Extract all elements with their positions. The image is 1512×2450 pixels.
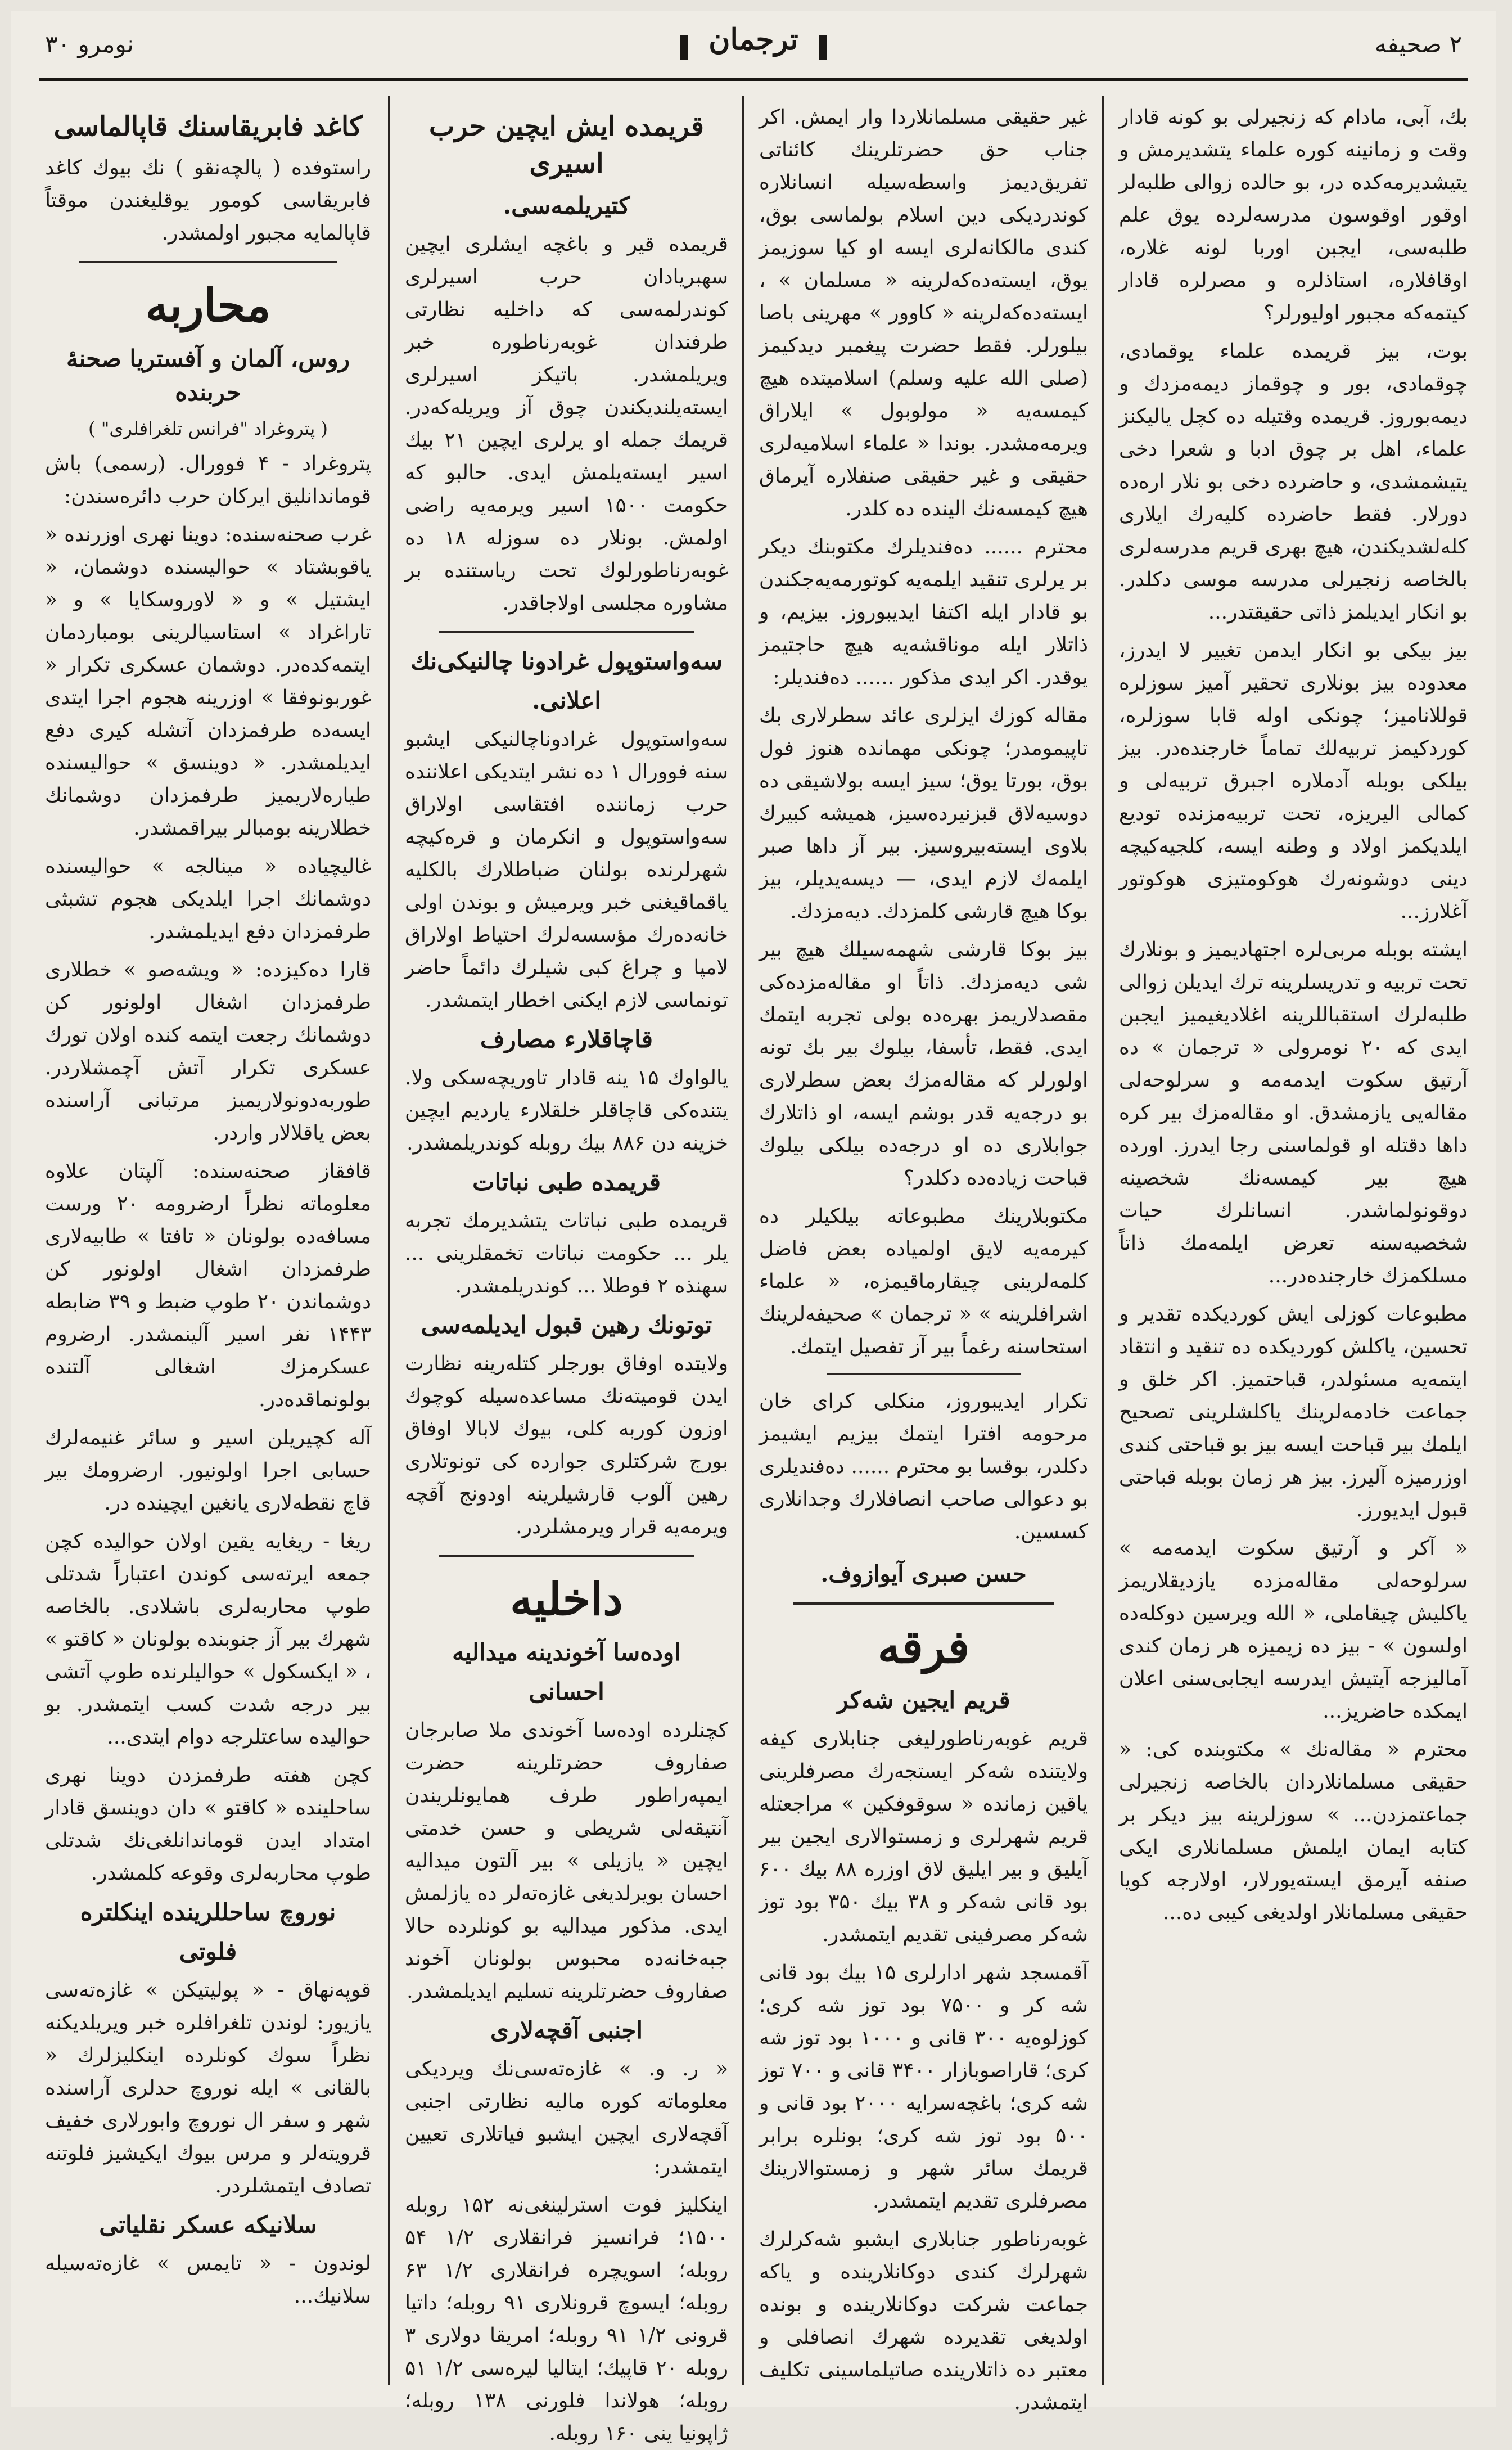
article-subtitle: ( پتروغراد "فرانس تلغرافلری" ) [88, 418, 328, 439]
paragraph: ایشته بوبله مربی‌لره اجتهادیمیز و بونلارك تحت تربیه و تدریسلرینه ترك ایدیلن زوالی طلبه‌لرك استقباللرینه اغلادیغیمیز ایجبن ایدی كه ۲۰ نومرولی « ترجمان » ده آرتیق سكوت ایدمه‌مه و سرلوحه‌لی مقاله‌یی یازمشدق. او مقاله‌مزك بیر كره داها دقتله او قولماسنی رجا ایدرز. اورده هیچ بیر كیمسه‌نك شخصینه دوقونولماشدر. انسانلرك حیات شخصیه‌سنه تعرض ایلمه‌مك ذاتاً مسلكمزك خارجنده‌در... [1119, 938, 1468, 1287]
article-title-cont: اعلانی. [531, 687, 602, 714]
paragraph: سه‌واستوپول غرادوناچالنیكی ایشبو سنه فوورال ۱ ده نشر ایتدیكی اعلاننده حرب زماننده افتقاسی اولاراق سه‌واستوپول و انكرمان و قره‌كیچه شهرلرنده بولنان ضباطلارك بالكلیه یاقماقیغنی خبر ویرمیش و بوندن اولی خانه‌ده‌رك مؤسسه‌لرك احتیاط اولاراق لامپا و چراغ كبی شیلرك دائماً حاضر تونماسی لازم ایكنی اخطار ایتمشدر. [405, 728, 728, 1012]
paragraph: مطبوعات كوزلی ایش كوردیكده تقدیر و تحسین، یاكلش كوردیكده ده تنقید و انتقاد ایتمه‌یه مسئولدر، قباحتمیز. اكر خلق و جماعت خادمه‌لرینك یاكلشلرینی تصحیح ایلمك بیر قباحت ایسه بیز بو قباحتی كندی اوزرمیزه آلیرز. بیز هر زمان بوبله قباحتی قبول ایدیورز. [1119, 1303, 1468, 1521]
paragraph: قارا ده‌كیزده: « ویشه‌صو » خطلاری طرفمزدان اشغال اولونور كن دوشمانك رجعت ایتمه كنده اولان تورك عسكری تكرار آتش آچمشلاردر. طوربه‌دونولاریمیز مرتبانی آراسنده بعض یاقلالار واردر. [45, 958, 371, 1145]
paragraph: یالواوك ۱۵ ینه قادار تاوریچه‌سكی ولا. یتنده‌كی قاچاقلر خلقلارء یاردیم ایچین خزینه دن ۸۸۶ بیك روبله كوندریلمشدر. [405, 1066, 729, 1155]
paragraph: « ر. و. » غازه‌ته‌سی‌نك ویردیكی معلوماته كوره مالیه نظارتی اجنبی آقچه‌لاری ایچین ایشبو فیاتلاری تعیین ایتمشدر: [405, 2057, 728, 2178]
paragraph: « آكر و آرتیق سكوت ایدمه‌مه » سرلوحه‌لی مقاله‌مزده یازدیقلاریمز یاكلیش چیقاملی، « الله ویرسین دوكله‌ده اولسون » - بیز ده زیمیزه هر زمان كندی آمالیزجه آیتیش ایدرسه ایجابی‌سنی اعلان ایمكده حاضریز... [1119, 1537, 1468, 1723]
paragraph: غیر حقیقی مسلمانلاردا وار ایمش. اكر جناب حق حضرتلرینك كائناتی تفریق‌دیمز واسطه‌سیله انسانلاره كوندردیكی دین اسلام بولماسی بوق، كندی مالكانه‌لری ایسه او كیا سوزیمز یوق، ایسته‌ده‌كه‌لرینه « مسلمان » ، ایسته‌ده‌كه‌لرینه « كاوور » مهرینی باصا بیلورلر. فقط حضرت پیغمبر دیدكیمز (صلی الله علیه وسلم) اسلامیتده هیچ كیمسه‌یه « مولوبول » ایلاراق ویرمه‌مشدر. بوندا « علماء اسلامیه‌لری حقیقی و غیر حقیقی صنفلاره آیرماق هیچ كیمسه‌نك الینده ده كلدر. [759, 106, 1088, 520]
divider [827, 1373, 1021, 1375]
article-title: سه‌واستوپول غرادونا چالنیكی‌نك [410, 647, 723, 675]
paragraph: تكرار ایدیبوروز، منكلی كرای خان مرحومه افترا ایتمك بیزیم ایشیمز دكلدر، بوقسا بو محترم ...... ده‌فندیلری بو دعوالی صاحب انصافلارك وجدانلاری كسسین. [759, 1390, 1088, 1543]
section-heading: محاربه [145, 279, 271, 332]
column-2 [748, 101, 1099, 2414]
divider [439, 631, 694, 633]
article-title: كاغد فابریقاسنك قاپالماسی [53, 111, 363, 142]
divider [793, 1602, 1054, 1605]
column-divider [1102, 96, 1104, 2385]
article-title: قاچاقلارء مصارف [480, 1025, 653, 1053]
paragraph: غالیچیاده « مینالجه » حوالیسنده دوشمانك اجرا ایلدیكی هجوم تشبثی طرفمزدان دفع ایدیلمشدر. [45, 855, 371, 943]
paragraph: ریغا - ریغایه یقین اولان حوالیده كچن جمعه ایرته‌سی كوندن اعتباراً شدتلی طوپ محاربه‌لری باشلادی. بالخاصه شهرك بیر آز جنوبنده بولونان « كاقتو » ، « ایكسكول » حوالیلرنده طوپ آتشی بیر درجه شدت كسب ایتمشدر. بو حوالیده ساعتلرجه دوام ایتدی... [45, 1530, 371, 1749]
paragraph: بك، آبی، مادام كه زنجیرلی بو كونه قادار وقت و زمانینه كوره علماء یتشدیرمش و یتیشدیرمه‌كده در، بو حالده زوالی طلبه‌لر اوقور اوقوسون مدرسه‌لرده یوق علم طلبه‌سی، ایجبن اوربا لونه غلاره، اوقافلاره، استاذلره و مصرلره قادار كیتمه‌كه مجبور اولیورلر؟ [1119, 106, 1468, 325]
section-heading: فرقه [877, 1620, 970, 1673]
article-title: نوروچ ساحللرینده اینكلتره [80, 1898, 336, 1926]
paragraph: كچن هفته طرفمزدن دوینا نهری ساحلینده « كاقتو » دان دوینسق قادار امتداد ایدن قوماندانلغی‌نك شدتلی طوپ محاربه‌لری وقوعه كلمشدر. [45, 1764, 371, 1885]
paragraph: قریم غوبه‌رناطورلیغی جنابلاری كیفه ولایتنده شه‌كر ایستجه‌رك مصرفلرینی یاقین زمانده « سوقوفكین » مراجعتله قریم شهرلری و زمستوالاری ایجین بیر آیلیق و بیر ایلیق لاق اوزره ۸۸ بیك ۶۰۰ بود قانی شه‌كر و ۳۸ بیك ۳۵۰ بود توز شه‌كر مصرفینی تقدیم ایتمشدر. [759, 1727, 1088, 1946]
article-title: سلانیكه عسكر نقلیاتی [99, 2211, 317, 2239]
masthead-title: ترجمان [708, 22, 798, 57]
paragraph: آقمسجد شهر ادارلری ۱۵ بیك بود قانی شه كر و ۷۵۰۰ بود توز شه كری؛ كوزلوه‌یه ۳۰۰ قانی و ۱۰۰۰ بود توز شه كری؛ قاراصوبازار ۳۴۰۰ قانی و ۷۰۰ توز شه كری؛ باغچه‌سرایه ۲۰۰۰ بود قانی و ۵۰۰ بود توز شه كری؛ بونلره برابر قریمك سائر شهر و زمستوالارینك مصرفلری تقدیم ایتمشدر. [759, 1961, 1089, 2213]
paragraph: كچنلرده اوده‌سا آخوندی ملا صابرجان صفاروف حضرتلرینه حضرت ایمپه‌راطور طرف همایونلریندن آنتیقه‌لی شریطی و حسن خدمتی ایچین « یازیلی » بیر آلتون میدالیه احسان بویرلدیغی غازه‌ته‌لر ده یازلمش ایدی. مذكور میدالیه‌ بو كونلرده حالا جبه‌خانه‌ده محبوس بولونان آخوند صفاروف حضرتلرینه تسلیم ایدیلمشدر. [405, 1719, 728, 2003]
column-4 [34, 101, 382, 2385]
article-title: قریمده طبی نباتات [472, 1168, 661, 1196]
paragraph: بیز بوكا قارشی شهمه‌سیلك هیچ بیر شی دیه‌مزدك. ذاتاً او مقاله‌مزده‌كی مقصدلاریمز بهره‌ده بولی تجربه ایتمك ایدی. فقط، تأسفا، بیلوك بیر بك تونه اولورلر كه مقاله‌مزك بعض سطرلاری بو درجه‌یه قدر بوشم ایسه، او ذاتلارك جوابلاری ده او درجه‌ده بیلكی بیلوك قباحت زیاده‌ده دكلدر؟ [759, 938, 1088, 1190]
newspaper-page [11, 11, 1496, 2445]
column-1 [1108, 101, 1479, 2385]
article-title: روس، آلمان و آفستریا صحنهٔ حربنده [66, 345, 350, 406]
article-title: اوده‌سا آخوندینه میدالیه [452, 1638, 681, 1666]
column-divider [388, 96, 390, 2385]
article-title-cont: احسانی [529, 1678, 604, 1705]
header-rule [39, 78, 1468, 81]
paragraph: پتروغراد - ۴ فوورال. (رسمی) باش قوماندانلیق ایركان حرب دائره‌سندن: [45, 452, 372, 508]
divider [439, 1555, 694, 1557]
divider [79, 261, 337, 263]
paragraph: مكتوبلارینك مطبوعاته بیلكیلر ده كیرمه‌یه لایق اولمیاده بعض فاضل كلمه‌لرینی چیقارماقیمزه، « علماء اشرافلرینه » « ترجمان » صحیفه‌لرینك استحاسنه رغماً بیر آز تفصیل ایتمك. [759, 1205, 1088, 1358]
paragraph: مقاله كوزك ایزلری عائد سطرلاری بك تاپیمومدر؛ چونكی مهمانده هنوز فول بوق، بورتا یوق؛ سیز ایسه بولاشیقی ده دوسیه‌لاق قبزنیرده‌سیز، همیشه كبیرك بلاوی ایسته‌بیروسیز. بیر آز داها صبر ایلمه‌ك لازم ایدی، — دیسه‌یدیلر، بیز بوكا هیچ قارشی كلمزدك. دیه‌مزدك. [759, 704, 1088, 923]
paragraph: غرب صحنه‌سنده: دوینا نهری اوزرنده « یاقوبشتاد » حوالیسنده دوشمان، « ایشتیل » و « لاوروسكایا » و « تاراغراد » استاسیالرینی بومباردمان ایتمه‌كده‌در. دوشمان عسكری تكرار « غوربونوفقا » اوزرینه هجوم اجرا ایتدی ایسه‌ده طرفمزدان آتشله كیری دفع ایدیلمشدر. « دوینسق » حوالیسنده طیاره‌لاریمیز طرفمزدان دوشمانك خطلارینه بومبالر بیراقمشدر. [45, 523, 371, 840]
paragraph: لوندون - « تایمس » غازه‌ته‌سیله سلانیك... [45, 2252, 371, 2308]
paragraph: قریمده قیر و باغچه ایشلری ایچین سهبریادان حرب اسیرلری كوندرلمه‌سی كه داخلیه نظارتی طرفندان غوبه‌رناطوره خبر ویریلمشدر. باتیكز اسیرلری ایسته‌یلندیكندن چوق آز ویریله‌كه‌در. قریمك جمله او یرلری ایچین ۲۱ بیك اسیر ایسته‌یلمش ایدی. حالبو كه حكومت ۱۵۰۰ اسیر ویرمه‌یه راضی اولمش. بونلار ده سوزله ۱۸ ده غوبه‌رناطورلوك تحت ریاستنده بر مشاوره مجلسی اولاجاقدر. [405, 233, 729, 615]
paragraph: اینكلیز فوت استرلینغی‌نه ۱۵۲ روبله ۱۵۰۰؛ فرانسیز فرانقلاری ۱/۲ ۵۴ روبله؛ اسویچره فرانقلاری ۱/۲ ۶۳ روبله؛ ایسوچ قرونلاری ۹۱ روبله؛ داتیا قرونی ۱/۲ ۹۱ روبله؛ امریقا دولاری ۳ روبله ۲۰ قاپیك؛ ایتالیا لیره‌سی ۱/۲ ۵۱ روبله؛ هولاندا فلورنی ۱۳۸ روبله؛ ژاپونیا ینی ۱۶۰ روبله. [405, 2194, 728, 2445]
paragraph: راستوفده ( پالچه‌نقو ) نك بیوك كاغد فابریقاسی كومور یوقلیغندن موقتاً قاپالمایه مجبور اولمشدر. [45, 156, 371, 245]
paragraph: بیز بیكی بو انكار ایدمن تغییر لا ایدرز، معدوده بیز بونلاری تحقیر آمیز سوزلره قوللانامیز؛ چونكی اوله قابا سوزلره، كوردكیمز تربیه‌لك تماماً خارجنده‌در. بیز بیلكی بوبله آدملاره اجبرق تربیه‌لی و كمالی الیریزه، تحت تربیه‌مزنده تودیع ایلدیكمز اولاد و وطنه ایسه، كلجیه‌كیچه دینی دوشونه‌رك هوكومتیزی هوكوتور آغلارز... [1119, 639, 1468, 923]
article-title: قریمده ایش ایچین حرب اسیری [429, 111, 704, 179]
page-header [45, 22, 1462, 73]
section-heading: داخلیه [510, 1573, 623, 1625]
article-title: قریم ایجین شه‌كر [837, 1686, 1010, 1714]
column-divider [742, 96, 744, 2385]
paragraph: آله كچیریلن اسیر و سائر غنیمه‌لرك حسابی اجرا اولونیور. ارضرومك بیر قاچ نقطه‌لاری یانغین ایچینده در. [45, 1426, 371, 1515]
paragraph: غوبه‌رناطور جنابلاری ایشبو شه‌كرلرك شهرلرك كندی دوكانلارینده و یاكه جماعت شركت دوكانلارینده و بونده اولدیغی تقدیرده شهرك انصافلی و معتبر ده ذاتلارینده صاتیلماسینی تكلیف ایتمشدر. [759, 2228, 1088, 2414]
paragraph: قافقاز صحنه‌سنده: آلپتان علاوه معلوماته نظراً ارضرومه ۲۰ ورست مسافه‌ده بولونان « تافتا » طابیه‌لاری طرفمزدان اشغال اولونور كن دوشماندن ۲۰ طوپ ضبط و ۳۹ ضابطه ۱۴۴۳ نفر اسیر آلینمشدر. ارضروم عسكرمزك اشغالی آلتنده بولونماقده‌در. [45, 1160, 371, 1411]
paragraph: ولایتده اوفاق بورجلر كتله‌رینه نظارت ایدن قومیته‌نك مساعده‌سیله كوچوك اوزون كوربه كلی، بیوك لابالا اوفاق بورج شركتلری جوارده كی تونوتلاری رهین آلوب قارشیلرینه اودونج آقچه ویرمه‌یه قرار ویرمشلردر. [405, 1352, 728, 1538]
paragraph: قریمده طبی نباتات یتشدیرمك تجربه‌ یلر ... حكومت نباتات تخمقلرینی ... سهنذه ۲ فوطلا ... كوندریلمشدر. [405, 1209, 728, 1298]
paragraph: محترم « مقاله‌نك » مكتوبنده كی: « حقیقی مسلمانلاردان بالخاصه زنجیرلی جماعتمزدن... » سوزلرینه بیز دیكر بر كتابه ایمان ایلمش مسلمانلاری ایكی صنفه آیرمق ایسته‌یورلار، اولارجه كویا حقیقی مسلمانلار اولدیغی كیبی ده... [1119, 1738, 1468, 1924]
issue-number: نومرو ۳۰ [45, 30, 134, 58]
paragraph: بوت، بیز قریمده علماء یوقمادی، چوقمادی، بور و چوقماز دیمه‌مزدك و دیمه‌بوروز. قریمده وقتیله ده كچل یالیكنز علماء، اهل بر چوق ادبا و شعرا دخی یتیشمشدی، و حاضرده دخی بو نلار اره‌ده دورلار. فقط حاضرده كلیه‌رك ایلاری كله‌لشدیكندن، هیچ بهری قریم مدرسه‌لری بالخاصه زنجیرلی مدرسه موسی دكلدر. بو انكار ایدیلمز ذاتی حقیقتدر... [1119, 340, 1468, 624]
paragraph: قوپه‌نهاق - « پولیتیكن » غازه‌ته‌سی یازیور: لوندن تلغرافلره خبر ویریلدیكنه نظراً سوك كونلرده اینكلیزلرك « بالقانی » ایله نوروچ حدلری آراسنده شهر و سفر ال نوروچ وابورلاری خفیف قرویته‌لر و مرس بیوك ایكیشیز فلوتنه تصادف ایتمشلردر. [45, 1979, 371, 2197]
page-number: ۲ صحیفه [1374, 30, 1462, 58]
article-title: اجنبی آقچه‌لاری [490, 2016, 643, 2044]
article-title: توتونك رهین قبول ایدیلمه‌سی [421, 1311, 712, 1339]
author-signature: حسن صبری آیوازوف. [820, 1561, 1027, 1587]
paragraph: محترم ...... ده‌فندیلرك مكتوبنك دیكر بر یرلری تنقید ایلمه‌یه كوتورمه‌یه‌جكندن بو قادار ایله اكتفا ایدیبوروز. بیزیم، و ذاتلار ایله موناقشه‌یه هیچ حاجتیمز یوقدر. اكر ایدی مذكور ...... ده‌فندیلر: [759, 535, 1088, 689]
column-3 [394, 101, 739, 2445]
article-title-cont: كتیریلمه‌سی. [503, 192, 630, 219]
article-title-cont: فلوتی [179, 1938, 237, 1965]
